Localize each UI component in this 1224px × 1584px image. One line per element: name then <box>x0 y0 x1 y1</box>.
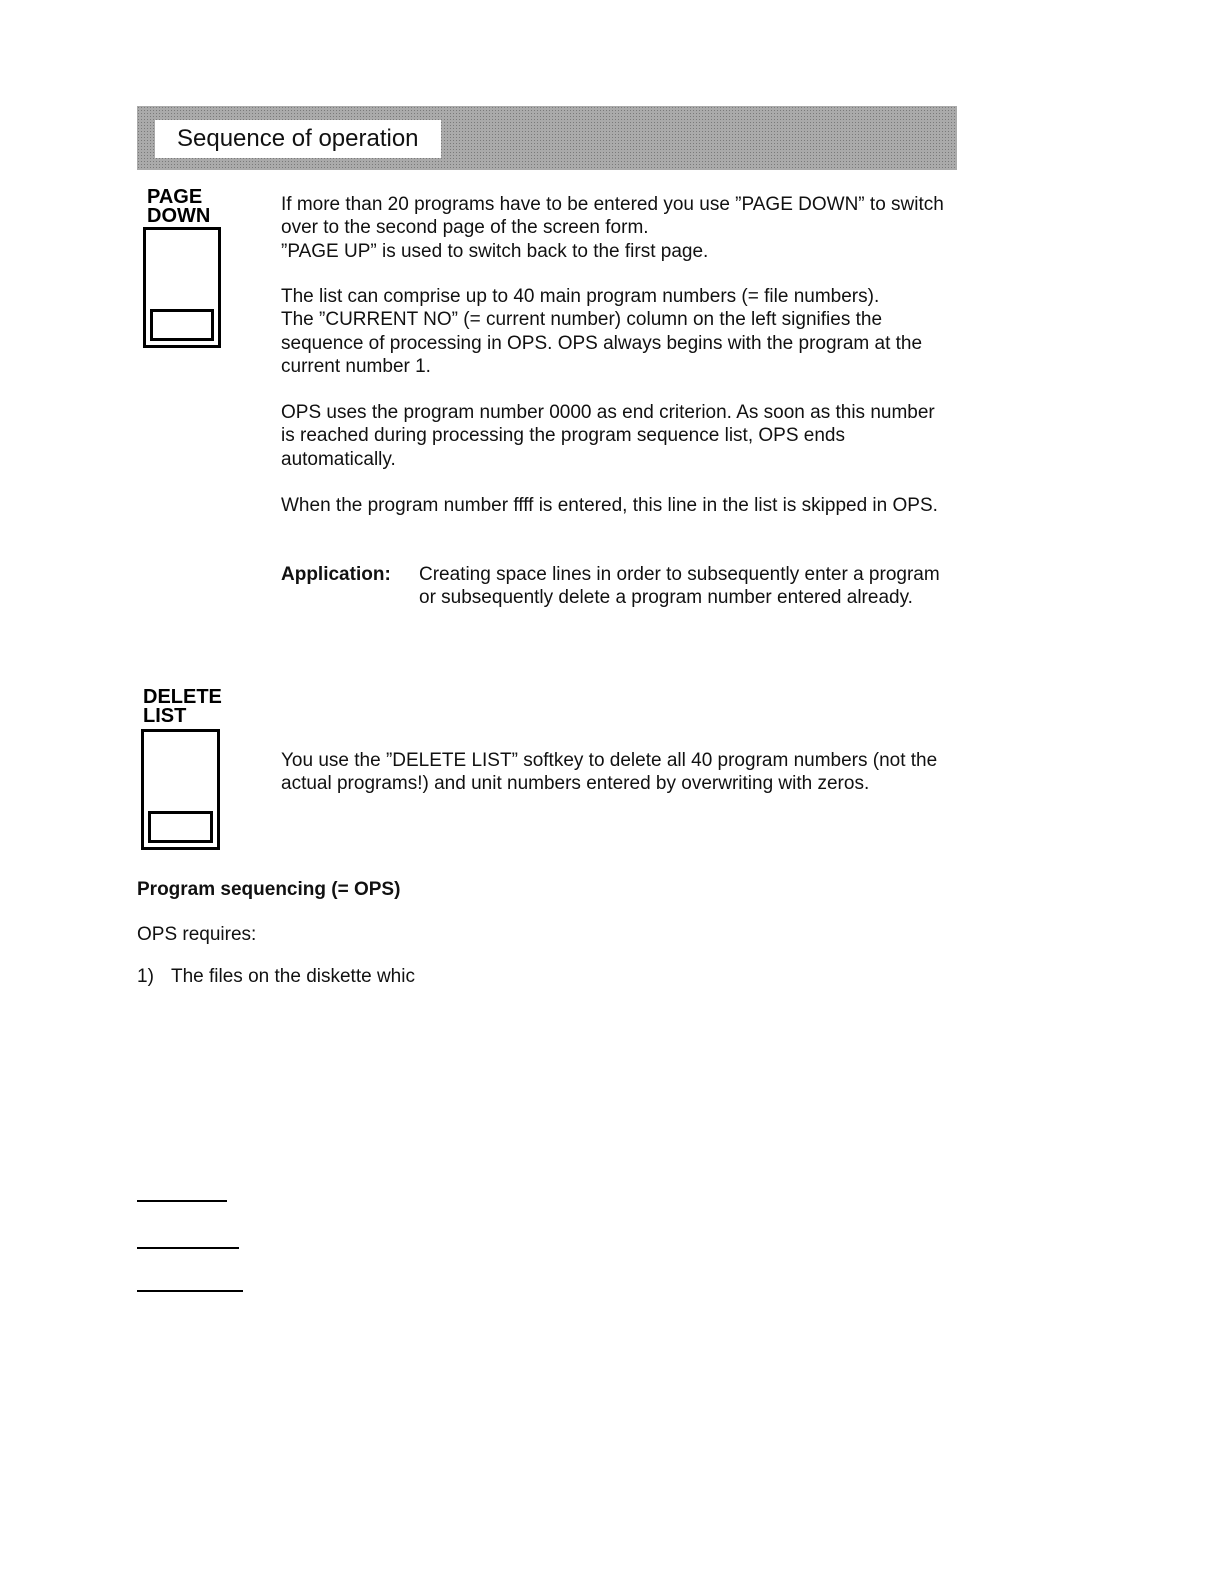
application-label: Application: <box>281 564 391 585</box>
delete-list-softkey-label <box>143 688 222 726</box>
delete-list-label-line1: DELETE <box>143 686 222 708</box>
page-down-softkey-label <box>147 188 210 226</box>
ops-requires-text: OPS requires: <box>137 924 257 945</box>
footnote-rule <box>137 1290 243 1292</box>
page-down-label-line1: PAGE <box>147 186 203 208</box>
softkey-key-icon <box>150 309 214 341</box>
delete-list-paragraph: You use the ”DELETE LIST” softkey to delete all 40 program numbers (not the actual programs!) and unit numbers entered by overwriting with zeros. <box>281 750 938 795</box>
section-title: Sequence of operation <box>155 120 441 158</box>
page-down-paragraph-1: If more than 20 programs have to be entered you use ”PAGE DOWN” to switch over to the second page of the screen form. ”PAGE UP” is used to switch back to the first page. <box>281 194 944 262</box>
list-item-number: 1) <box>137 966 154 987</box>
page-down-paragraph-4: When the program number ffff is entered, this line in the list is skipped in OPS. <box>281 495 938 516</box>
page-down-paragraph-3: OPS uses the program number 0000 as end criterion. As soon as this number is reached during processing the program sequence list, OPS ends automatically. <box>281 402 935 470</box>
softkey-key-icon <box>148 811 213 843</box>
page-down-label-line2: DOWN <box>147 205 211 227</box>
section-header-band <box>137 106 957 170</box>
program-sequencing-heading: Program sequencing (= OPS) <box>137 879 401 900</box>
delete-list-label-line2: LIST <box>143 705 187 727</box>
application-text: Creating space lines in order to subsequently enter a program or subsequently delete a program number entered already. <box>419 564 940 609</box>
footnote-rule <box>137 1247 239 1249</box>
page-down-softkey-icon <box>143 227 221 348</box>
footnote-rule <box>137 1200 227 1202</box>
delete-list-softkey-icon <box>141 729 220 850</box>
page-down-paragraph-2: The list can comprise up to 40 main program numbers (= file numbers). The ”CURRENT NO” (= current number) column on the left signifies the sequence of processing in OPS. OPS always begins with the program at the current number 1. <box>281 286 923 377</box>
list-item-text: The files on the diskette whic <box>171 966 415 987</box>
